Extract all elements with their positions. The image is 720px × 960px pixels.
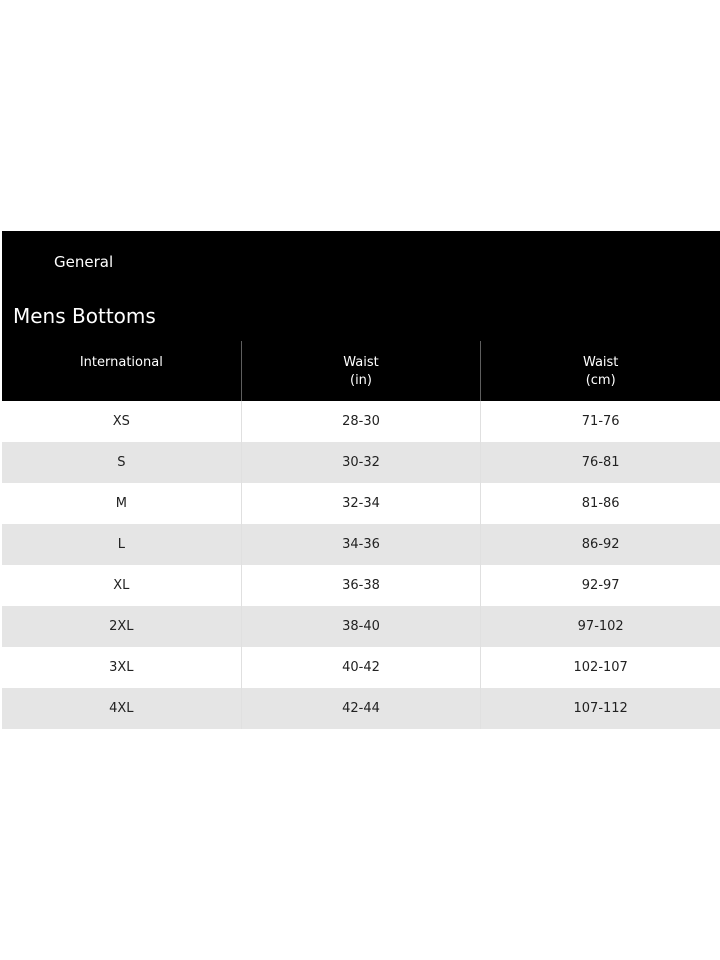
column-header-label: Waist: [343, 355, 379, 370]
category-label: General: [54, 253, 114, 271]
column-header-label: International: [79, 355, 163, 370]
table-row: [2, 401, 720, 442]
table-row: [2, 483, 720, 524]
cell-international: S: [117, 455, 126, 470]
cell-waist-cm: 71-76: [480, 401, 720, 442]
column-header-unit: (in): [350, 373, 372, 388]
cell-international: XS: [112, 414, 130, 429]
size-chart-panel: [2, 231, 720, 729]
cell-waist-cm: 86-92: [480, 524, 720, 565]
column-header-waist-in: [241, 341, 481, 401]
cell-waist-cm: 76-81: [480, 442, 720, 483]
cell-waist-in: 32-34: [241, 483, 481, 524]
size-table-body: [2, 401, 720, 729]
table-row: [2, 606, 720, 647]
table-row: [2, 688, 720, 729]
cell-waist-in: 34-36: [241, 524, 481, 565]
cell-waist-in: 36-38: [241, 565, 481, 606]
cell-waist-in: 42-44: [241, 688, 481, 729]
cell-international: M: [115, 496, 127, 511]
cell-waist-in: 28-30: [241, 401, 481, 442]
cell-waist-cm: 97-102: [480, 606, 720, 647]
column-header-waist-cm: [480, 341, 720, 401]
cell-waist-in: 30-32: [241, 442, 481, 483]
cell-waist-in: 38-40: [241, 606, 481, 647]
column-header-row: [2, 341, 720, 401]
chart-title: Mens Bottoms: [13, 304, 156, 328]
column-header-unit: (cm): [585, 373, 616, 388]
size-chart-header: [2, 231, 720, 401]
cell-international: L: [117, 537, 125, 552]
cell-international: 2XL: [109, 619, 134, 634]
cell-international: 3XL: [109, 660, 134, 675]
table-row: [2, 647, 720, 688]
cell-waist-in: 40-42: [241, 647, 481, 688]
table-row: [2, 565, 720, 606]
cell-international: 4XL: [109, 701, 134, 716]
cell-waist-cm: 102-107: [480, 647, 720, 688]
column-header-label: Waist: [582, 355, 619, 370]
cell-waist-cm: 107-112: [480, 688, 720, 729]
column-header-international: [2, 341, 241, 401]
table-row: [2, 442, 720, 483]
cell-international: XL: [113, 578, 130, 593]
table-row: [2, 524, 720, 565]
cell-waist-cm: 92-97: [480, 565, 720, 606]
cell-waist-cm: 81-86: [480, 483, 720, 524]
